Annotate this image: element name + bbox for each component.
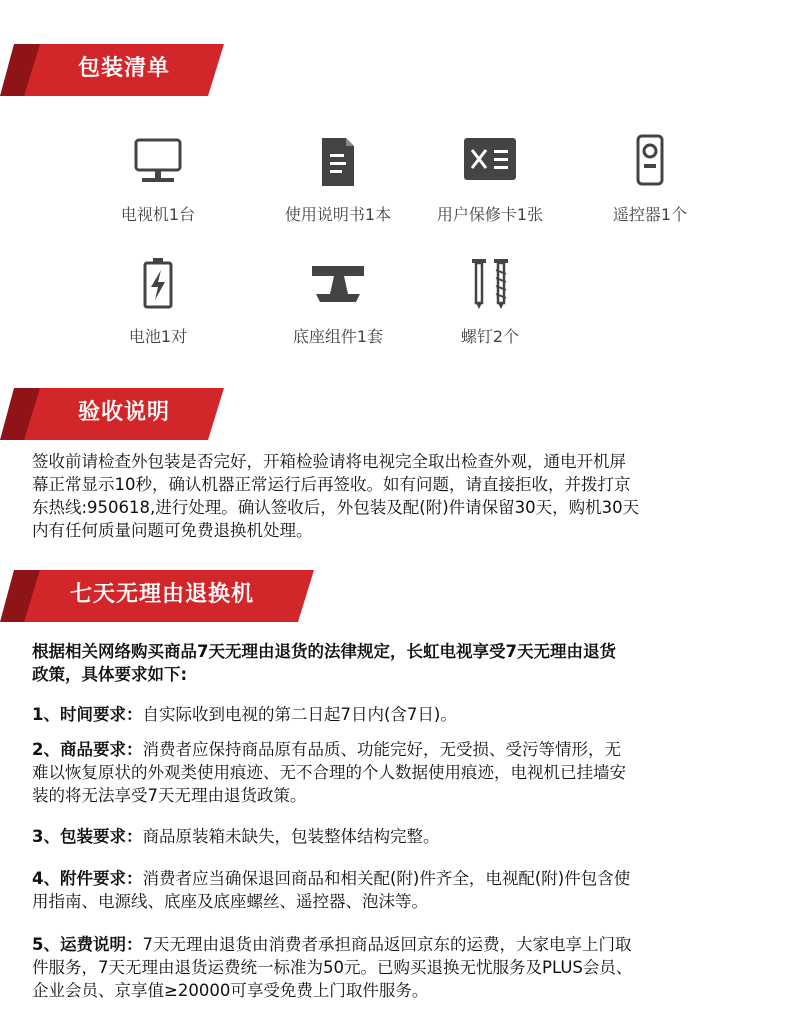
pack-item-manual [258,134,418,225]
rule-product [32,738,764,807]
returns-header [0,570,330,622]
pack-item-label: 螺钉2个 [460,327,520,346]
text-line: 幕正常显示10秒，确认机器正常运行后再签收。如有问题，请直接拒收，并拨打京 [32,475,631,494]
packing-list-title: 包装清单 [78,56,171,81]
inspection-header [0,388,240,440]
remote-icon [620,134,680,190]
rule-text: 用指南、电源线、底座及底座螺丝、遥控器、泡沫等。 [32,892,428,911]
text-line: 签收前请检查外包装是否完好，开箱检验请将电视完全取出检查外观，通电开机屏 [32,452,626,471]
pack-item-warranty-card [410,134,570,225]
rule-key: 3、包装要求： [32,827,143,846]
rule-key: 2、商品要求： [32,740,143,759]
rule-text: 自实际收到电视的第二日起7日内(含7日)。 [142,705,457,724]
text-line: 根据相关网络购买商品7天无理由退货的法律规定，长虹电视享受7天无理由退货 [32,642,616,661]
rule-text: 消费者应保持商品原有品质、功能完好，无受损、受污等情形，无 [142,740,621,759]
inspection-title: 验收说明 [78,400,171,425]
rule-text: 消费者应当确保退回商品和相关配(附)件齐全，电视配(附)件包含使 [142,869,631,888]
pack-item-screw [410,256,570,347]
inspection-text [32,450,764,542]
pack-item-label: 底座组件1套 [292,327,384,346]
screw-icon [460,256,520,312]
rule-text: 难以恢复原状的外观类使用痕迹、无不合理的个人数据使用痕迹，电视机已挂墙安 [32,763,626,782]
packing-list-header [0,44,240,96]
pack-item-label: 电视机1台 [120,205,196,224]
rule-text: 件服务，7天无理由退货运费统一标准为50元。已购买退换无忧服务及PLUS会员、 [32,958,633,977]
rule-text: 企业会员、京享值≥20000可享受免费上门取件服务。 [32,981,429,1000]
battery-icon [128,256,188,312]
rule-shipping [32,933,764,1002]
pack-item-label: 使用说明书1本 [284,205,392,224]
pack-item-label: 用户保修卡1张 [436,205,544,224]
rule-key: 1、时间要求： [32,705,143,724]
warranty-card-icon [460,134,520,190]
rule-text: 商品原装箱未缺失，包装整体结构完整。 [142,827,440,846]
rule-accessories [32,867,764,913]
rule-key: 5、运费说明： [32,935,143,954]
tv-icon [128,134,188,190]
pack-item-tv [78,134,238,225]
pack-item-label: 遥控器1个 [612,205,688,224]
pack-item-label: 电池1对 [128,327,188,346]
rule-time [32,703,764,726]
rule-key: 4、附件要求： [32,869,143,888]
text-line: 东热线:950618,进行处理。确认签收后，外包装及配(附)件请保留30天，购机30天 [32,498,640,517]
rule-text: 装的将无法享受7天无理由退货政策。 [32,786,307,805]
pack-item-base [258,256,418,347]
rule-packaging [32,825,764,848]
pack-item-remote [570,134,730,225]
text-line: 政策，具体要求如下: [32,665,188,684]
pack-item-battery [78,256,238,347]
returns-intro [32,640,764,686]
text-line: 内有任何质量问题可免费退换机处理。 [32,521,313,540]
rule-text: 7天无理由退货由消费者承担商品返回京东的运费，大家电享上门取 [142,935,632,954]
returns-title: 七天无理由退换机 [70,582,255,607]
base-icon [308,256,368,312]
manual-icon [308,134,368,190]
